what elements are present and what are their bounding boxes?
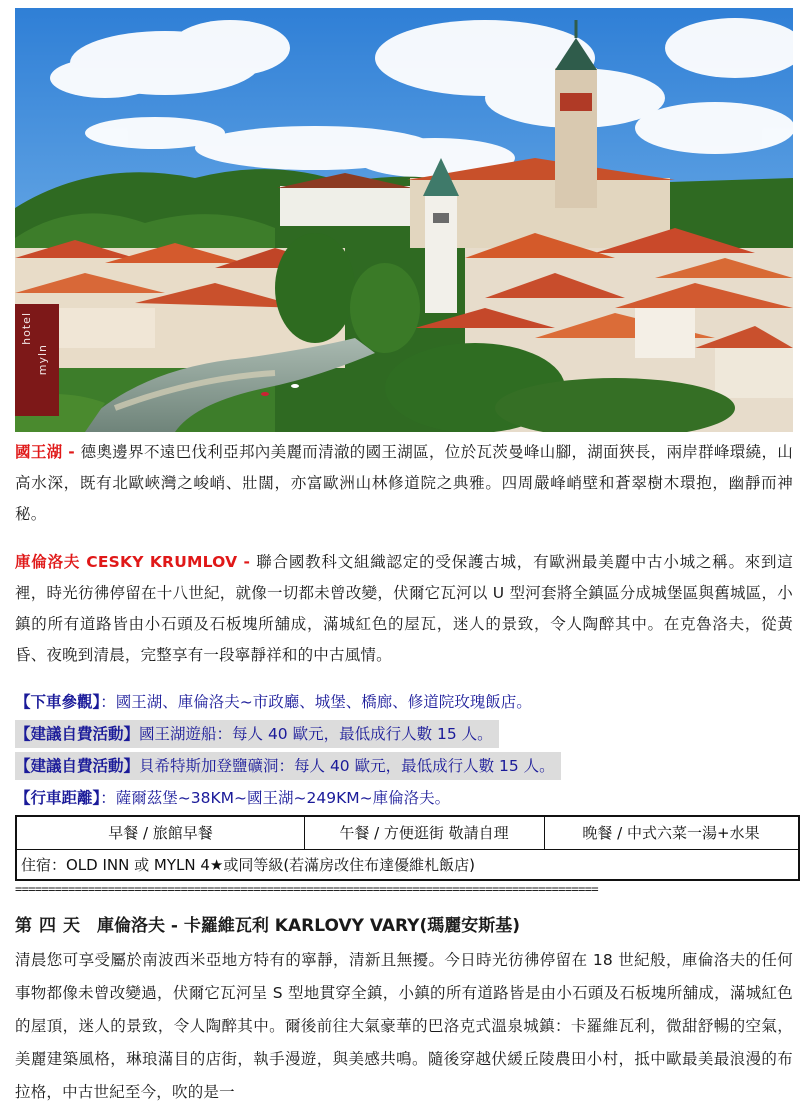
day-number: 第四天	[15, 916, 87, 936]
photo-illustration	[15, 8, 793, 432]
info-distance: 【行車距離】：薩爾茲堡~38KM~國王湖~249KM~庫倫洛夫。	[15, 789, 451, 807]
info-sightseeing: 【下車參觀】：國王湖、庫倫洛夫~市政廳、城堡、橋廊、修道院玫瑰飯店。	[15, 693, 532, 711]
lake-text: 德奧邊界不遠巴伐利亞邦內美麗而清澈的國王湖區，位於瓦茨曼峰山腳，湖面狹長，兩岸群峰環繞，山高水深，既有北歐峽灣之峻峭、壯闊，亦富歐洲山林修道院之典雅。四周嚴峰峭壁和蒼翠樹木環抱，幽靜而神秘。	[15, 443, 793, 523]
dinner-cell: 晚餐 / 中式六菜一湯+水果	[582, 824, 760, 842]
accommodation-cell: 住宿：OLD INN 或 MYLN 4★或同等級(若滿房改住布達優維札飯店)	[21, 856, 476, 874]
lake-dash: -	[62, 443, 81, 461]
cesky-krumlov-panorama-photo	[15, 8, 793, 432]
hotel-sign-label: hotel	[20, 312, 33, 345]
krumlov-name: 庫倫洛夫 CESKY KRUMLOV	[15, 553, 238, 571]
day-description: 清晨您可享受屬於南波西米亞地方特有的寧靜，清新且無擾。今日時光彷彿停留在 18 世紀般，庫倫洛夫的任何事物都像未曾改變過，伏爾它瓦河呈 S 型地貫穿全鎮，小鎮的所有道路皆是由小石頭及石板塊所舖成，滿城紅色的屋頂，迷人的景致，令人陶醉其中。爾後前往大氣豪華的巴洛克式溫泉城鎮：卡羅維瓦利，微甜舒暢的空氣，美麗建築風格，琳琅滿目的店街，執手漫遊，與美感共鳴。隨後穿越伏緩丘陵農田小村，抵中歐最美最浪漫的布拉格，中古世紀至今，吹的是一	[15, 951, 793, 1101]
meals-table	[15, 815, 800, 881]
info-optional-boat: 【建議自費活動】國王湖遊船：每人 40 歐元，最低成行人數 15 人。	[15, 720, 499, 748]
lake-name: 國王湖	[15, 443, 63, 461]
day-route: 庫倫洛夫 - 卡羅維瓦利 KARLOVY VARY(瑪麗安斯基)	[97, 916, 521, 936]
lunch-cell: 午餐 / 方便逛街 敬請自理	[304, 817, 545, 849]
section-separator: ========================================================================================	[15, 882, 598, 896]
krumlov-text: 聯合國教科文組織認定的受保護古城，有歐洲最美麗中古小城之稱。來到這裡，時光彷彿停留在十八世紀，就像一切都未曾改變，伏爾它瓦河以 U 型河套將全鎮區分成城堡區與舊城區，小鎮的所有道路皆由小石頭及石板塊所舖成，滿城紅色的屋瓦，迷人的景致，令人陶醉其中。在克魯洛夫，從黃昏、夜晚到清晨，完整享有一段寧靜祥和的中古風情。	[15, 553, 793, 664]
day-title	[15, 910, 520, 942]
meals-row	[17, 817, 798, 850]
hotel-sign	[15, 304, 59, 416]
info-optional-salt-mine: 【建議自費活動】貝希特斯加登鹽礦洞：每人 40 歐元，最低成行人數 15 人。	[15, 752, 561, 780]
breakfast-cell: 早餐 / 旅館早餐	[17, 817, 305, 849]
hotel-sign-name: myln	[36, 344, 49, 376]
krumlov-dash: -	[237, 553, 257, 571]
lake-description	[15, 437, 793, 530]
krumlov-description	[15, 547, 793, 671]
